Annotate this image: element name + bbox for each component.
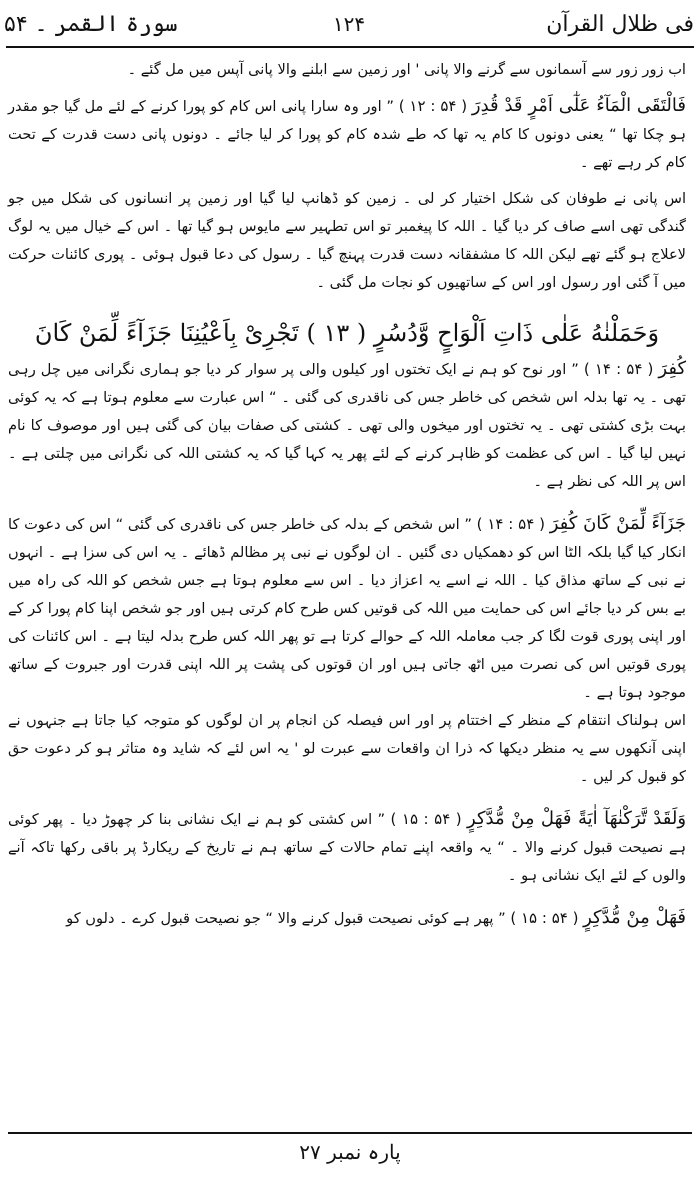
header-page-number: ۱۲۴ (332, 12, 366, 36)
verse-4-ref: ( ۵۴ : ۱۵ ) (390, 810, 462, 828)
paragraph-8-with-verse (8, 904, 686, 933)
paragraph-6: اس ہولناک انتقام کے منظر کے اختتام پر اور اس فیصلہ کن انجام پر ان لوگوں کو متوجہ کیا جاتا ہے جنہوں نے اپنی آنکھوں سے یہ منظر دیکھا کہ ذرا ان واقعات سے عبرت لو ' یہ اس لئے کہ شاید وہ متاثر ہو کر دعوت حق کو قبول کر لیں ۔ (8, 712, 686, 785)
verse-5-ref: ( ۵۴ : ۱۵ ) (510, 909, 579, 927)
header-book-title: فی ظلال القرآن (546, 11, 694, 37)
verse-4-arabic: وَلَقَدْ تَّرَكْنٰهَآ اٰيَةً فَهَلْ مِنْ مُّدَّكِرٍ (467, 808, 687, 829)
footer-para-label: پارہ نمبر ۲۷ (299, 1140, 401, 1164)
paragraph-2-text: ” اور وہ سارا پانی اس کام کو پورا کرنے کے لئے مل گیا جو مقدر ہو چکا تھا “ یعنی دونوں کا کام یہ تھا کہ طے شدہ کام کو پورا کر لیا جائے ۔ دونوں پانی دست قدرت کے تحت کام کر رہے تھے ۔ (8, 98, 686, 171)
verse-2-arabic-end: كُفِرَ (658, 358, 687, 379)
verse-2-ref: ( ۵۴ : ۱۴ ) (583, 360, 654, 378)
paragraph-8-text: ” پھر ہے کوئی نصیحت قبول کرنے والا “ جو نصیحت قبول کرے ۔ دلوں کو (66, 910, 506, 927)
verse-2-arabic: وَحَمَلْنٰهُ عَلٰی ذَاتِ اَلْوَاحٍ وَّدُسُرٍ ( ۱۳ ) تَجْرِیْ بِاَعْیُنِنَا جَزَآءً لِّمَنْ كَانَ (34, 319, 660, 347)
paragraph-5-text: ” اس شخص کے بدلہ کی خاطر جس کی ناقدری کی گئی “ اس کی دعوت کا انکار کیا گیا بلکہ الٹا اس کو دھمکیاں دی گئیں ۔ ان لوگوں نے نبی پر مظالم ڈھائے ۔ یہ اس کی سزا ہے ۔ انہوں نے نبی کے ساتھ مذاق کیا ۔ اللہ نے اسے یہ اعزاز دیا ۔ اس سے معلوم ہوتا ہے جس شخص کو اللہ کی راہ میں بے بس کر دیا جائے اس کی حمایت میں اللہ کی قوتیں کس طرح کام کرتی ہیں اور جو شخص اپنا کام پورا کر کے اور اپنی پوری قوت لگا کر جب معاملہ اللہ کے حوالے کرتا ہے تو پھر اللہ کس طرح بدلہ لیتا ہے ۔ اس کائنات کی پوری قوتیں اس کی نصرت میں اٹھ جاتی ہیں اور ان قوتوں کی پشت پر اللہ اپنی قدرت اور جبروت کے ساتھ موجود ہوتا ہے ۔ (8, 516, 686, 701)
paragraph-1: اب زور زور سے آسمانوں سے گرنے والا پانی ' اور زمین سے ابلنے والا پانی آپس میں مل گئے ۔ (127, 61, 686, 78)
paragraph-4-with-verse (8, 355, 686, 496)
page-body (8, 56, 686, 933)
paragraph-5-with-verse (8, 510, 686, 707)
paragraph-7-text: ” اس کشتی کو ہم نے ایک نشانی بنا کر چھوڑ دیا ۔ پھر کوئی ہے نصیحت قبول کرنے والا ۔ “ یہ واقعہ اپنے تمام حالات کے ساتھ ہم نے تاریخ کے ریکارڈ پر باقی رکھا تاکہ آنے والوں کے لئے ایک نشانی ہو ۔ (8, 811, 686, 884)
header-surah: سورۃ القمر ۔ ۵۴ (4, 11, 178, 37)
verse-5-arabic: فَهَلْ مِنْ مُّدَّكِرٍ (583, 907, 686, 928)
verse-1-ref: ( ۵۴ : ۱۲ ) (398, 97, 468, 115)
paragraph-3: اس پانی نے طوفان کی شکل اختیار کر لی ۔ زمین کو ڈھانپ لیا گیا اور زمین پر انسانوں کی شکل میں جو گندگی تھی اسے صاف کر دیا گیا ۔ اللہ کا پیغمبر تو اس تطہیر سے مایوس ہو گیا تھا ۔ اس کے خیال میں یہ لوگ لاعلاج ہو گئے تھے لیکن اللہ کا مشفقانہ دست قدرت پہنچ گیا ۔ رسول کی دعا قبول ہوئی ۔ پوری کائنات حرکت میں آ گئی اور رسول اور اس کے ساتھیوں کو نجات مل گئی ۔ (8, 190, 686, 291)
verse-3-ref: ( ۵۴ : ۱۴ ) (476, 515, 545, 533)
running-header (4, 4, 694, 44)
footer-rule (8, 1132, 692, 1134)
verse-3-arabic: جَزَآءً لِّمَنْ كَانَ كُفِرَ (549, 513, 687, 534)
verse-1-arabic: فَالْتَقَی الْمَآءُ عَلٰٓی اَمْرٍ قَدْ قُدِرَ (471, 95, 686, 116)
paragraph-2-with-verse (8, 92, 686, 177)
paragraph-7-with-verse (8, 805, 686, 890)
header-rule (6, 46, 694, 48)
paragraph-4-text: ” اور نوح کو ہم نے ایک تختوں اور کیلوں والی پر سوار کر دیا جو ہماری نگرانی میں چل رہی تھی ۔ یہ تھا بدلہ اس شخص کی خاطر جس کی ناقدری کی گئی ۔ “ اس عبارت سے معلوم ہوتا ہے کہ یہ کوئی بہت بڑی کشتی تھی ۔ یہ تختوں اور میخوں والی تھی ۔ کشتی کی صفات بیان کی گئی ہیں اور موصوف کا نام نہیں لیا گیا ۔ اس کی عظمت کو ظاہر کرنے کے لئے پھر یہ کہا گیا کہ یہ کشتی اللہ کی نگرانی میں چلتی ہے ۔ اس پر اللہ کی نظر ہے ۔ (8, 361, 686, 490)
